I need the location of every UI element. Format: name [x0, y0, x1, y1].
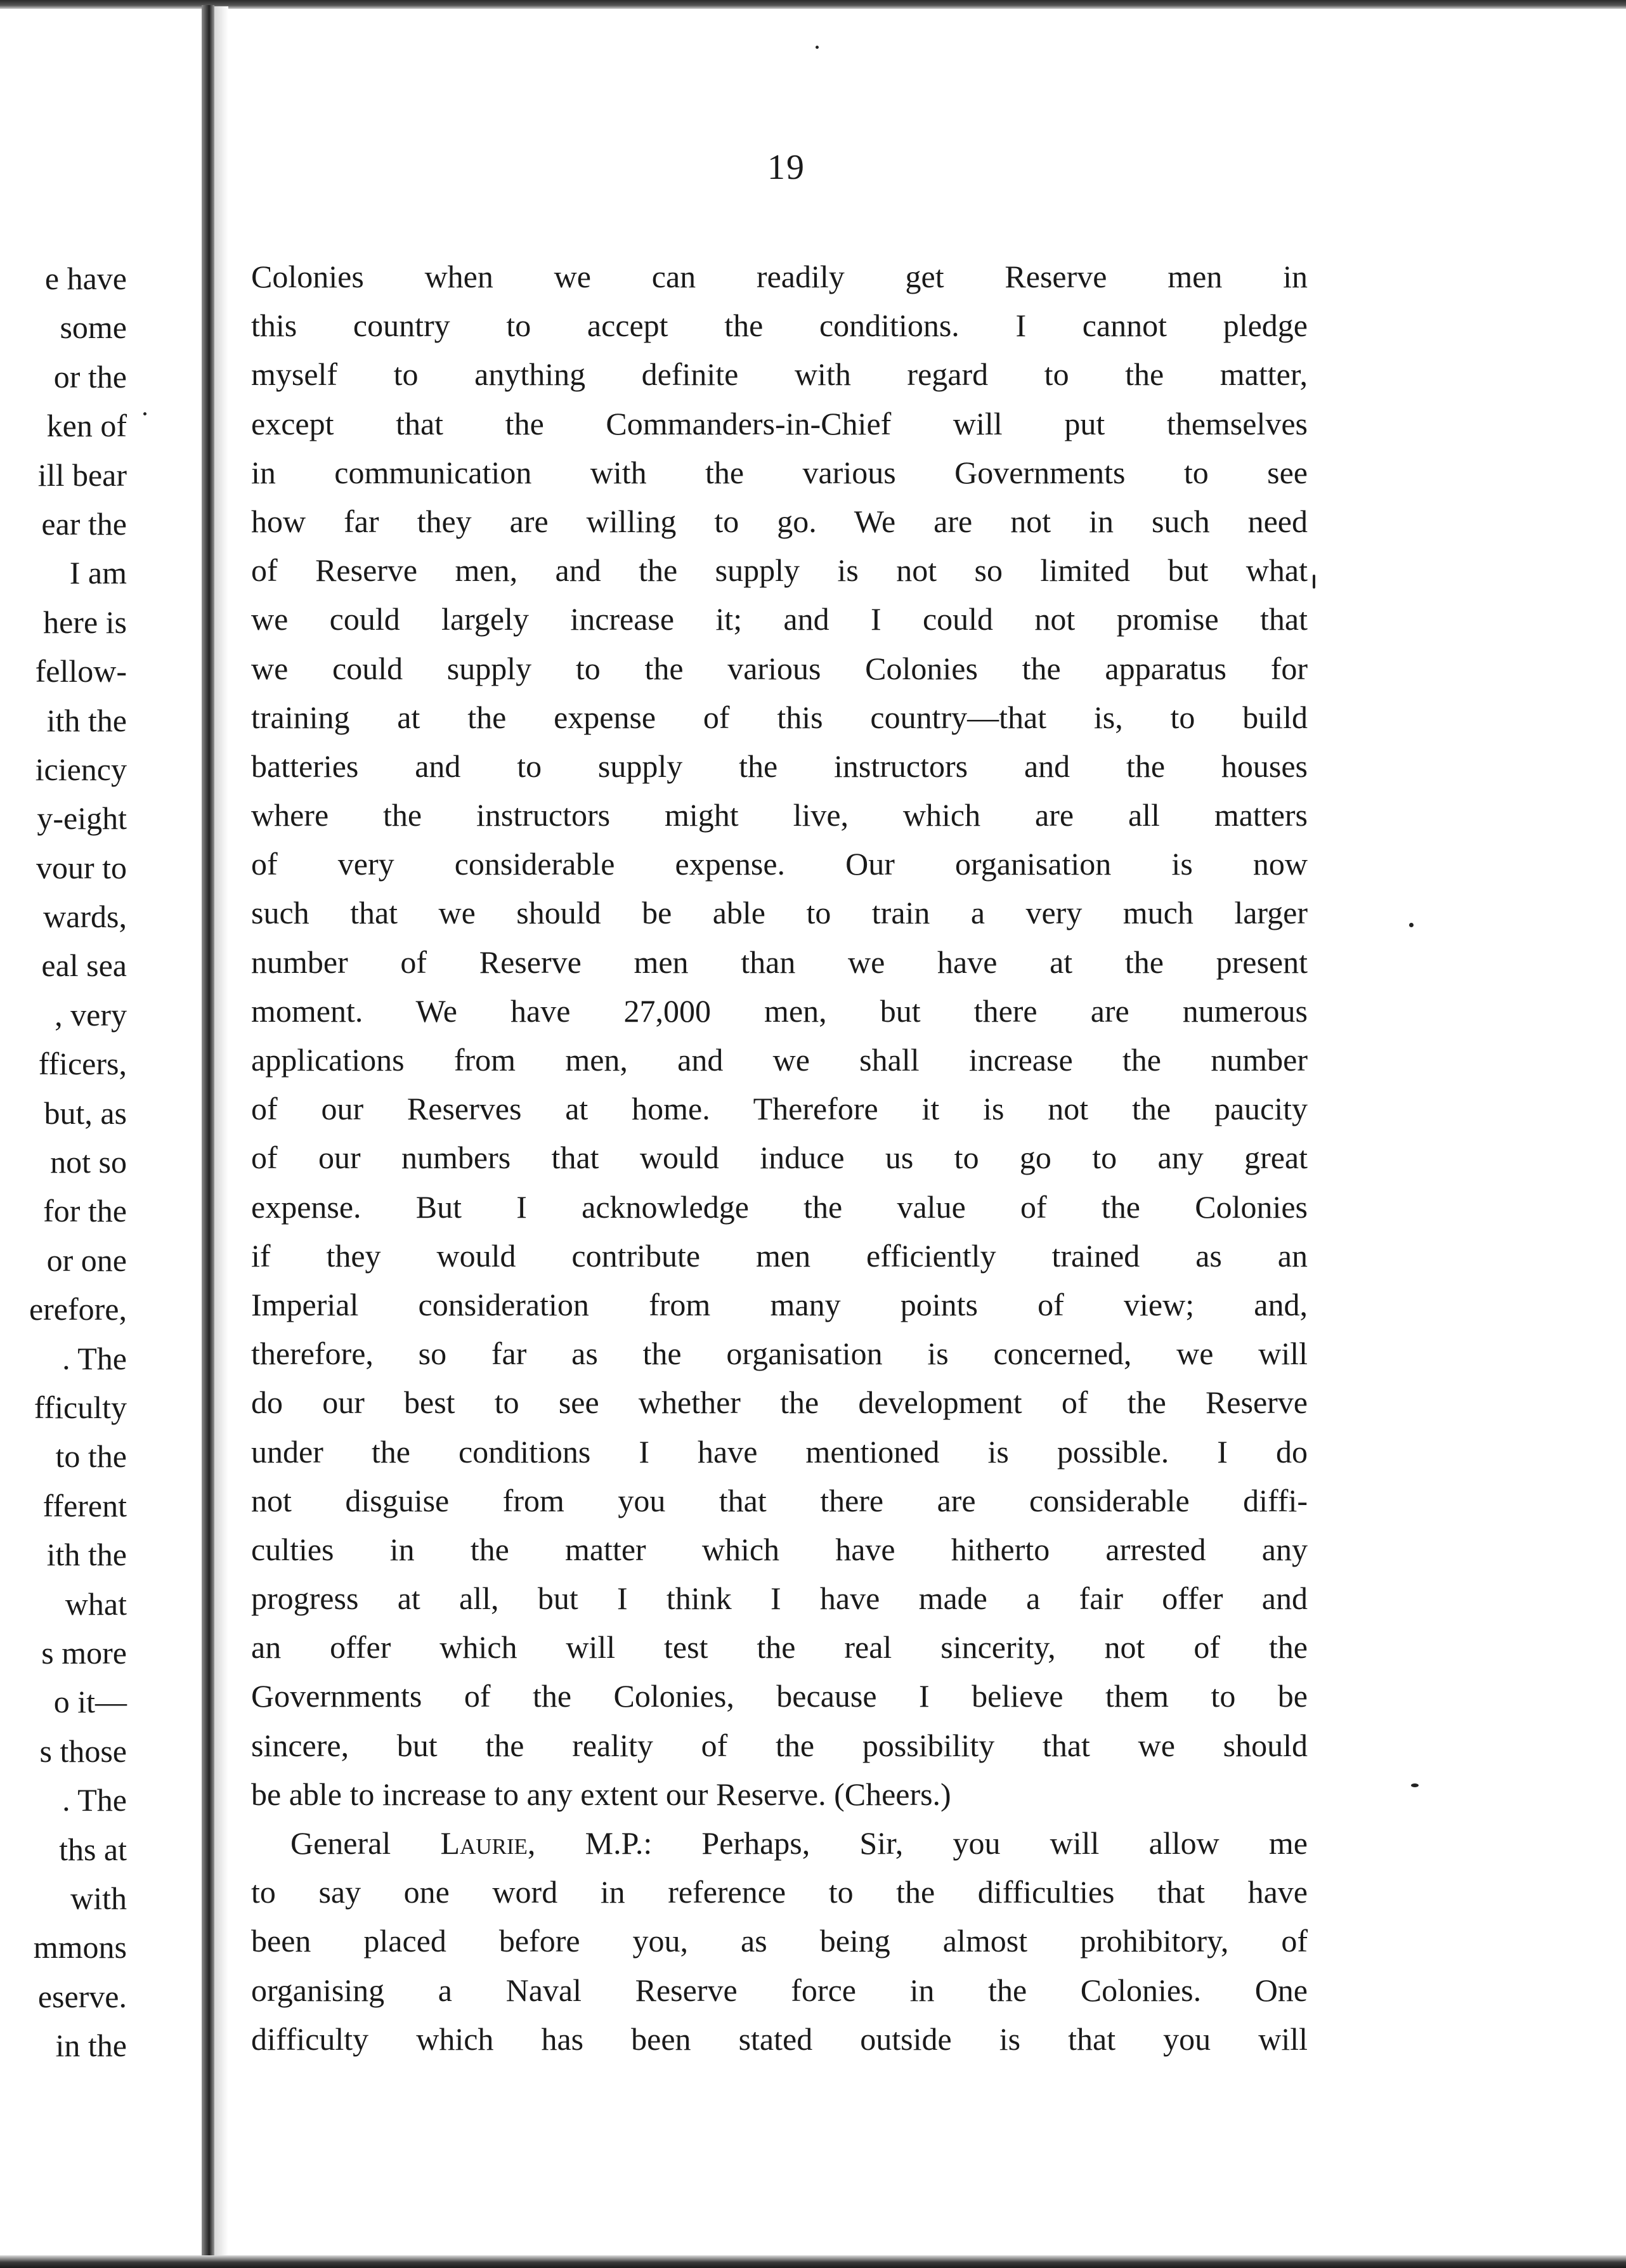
speaker-line	[251, 1819, 1308, 1868]
text-line: we could largely increase it; and I could not promise that	[251, 601, 1308, 637]
facing-page-line: fellow-	[35, 653, 127, 689]
speaker-title: General	[290, 1825, 441, 1861]
text-line: an offer which will test the real sincerity, not of the	[251, 1629, 1308, 1665]
facing-page-line: erefore,	[29, 1291, 127, 1327]
text-line: of our Reserves at home. Therefore it is not the paucity	[251, 1091, 1308, 1127]
speech-paragraph	[251, 1868, 1308, 2064]
facing-page-line: to the	[55, 1438, 127, 1475]
facing-page-line: iciency	[35, 751, 127, 787]
facing-page-line: eserve.	[37, 1978, 127, 2014]
facing-page-line: eal sea	[41, 948, 127, 984]
text-line: in communication with the various Governments to see	[251, 454, 1308, 490]
text-line: number of Reserve men than we have at the present	[251, 944, 1308, 980]
body-paragraph	[251, 252, 1308, 1819]
facing-page-line: or one	[46, 1242, 127, 1278]
text-line: applications from men, and we shall increase the number	[251, 1042, 1308, 1078]
facing-page-line: in the	[55, 2028, 127, 2064]
facing-page-line: but, as	[44, 1095, 127, 1131]
text-line: except that the Commanders-in-Chief will put themselves	[251, 405, 1308, 441]
text-line: if they would contribute men efficiently trained as an	[251, 1237, 1308, 1274]
facing-page-line: fficers,	[38, 1046, 127, 1082]
text-line: of Reserve men, and the supply is not so limited but what	[251, 552, 1308, 589]
facing-page-line: fferent	[42, 1487, 127, 1523]
text-line: be able to increase to any extent our Reserve. (Cheers.)	[251, 1776, 951, 1812]
facing-page-line: wards,	[43, 899, 127, 935]
text-line: this country to accept the conditions. I cannot pledge	[251, 308, 1308, 344]
facing-page-line: o it—	[53, 1684, 127, 1720]
text-line: of our numbers that would induce us to go to any great	[251, 1140, 1308, 1176]
text-line: to say one word in reference to the difficulties that have	[251, 1874, 1308, 1910]
facing-page-line: s more	[41, 1634, 127, 1671]
text-line: not disguise from you that there are considerable diffi-	[251, 1482, 1308, 1518]
facing-page-line: ken of	[46, 408, 127, 444]
facing-page-edge	[0, 9, 202, 2255]
facing-page-line: . The	[62, 1340, 127, 1376]
text-line: culties in the matter which have hitherto arrested any	[251, 1531, 1308, 1567]
scan-speck	[816, 46, 819, 49]
text-line: Imperial consideration from many points of view; and,	[251, 1286, 1308, 1322]
text-line: progress at all, but I think I have made a fair offer and	[251, 1580, 1308, 1617]
facing-page-line: I am	[69, 555, 127, 591]
facing-page-line: s those	[39, 1733, 127, 1769]
facing-page-line: , very	[55, 996, 127, 1033]
scan-speck	[1411, 1783, 1419, 1787]
text-line: sincere, but the reality of the possibility that we should	[251, 1727, 1308, 1763]
facing-page-line: vour to	[36, 849, 127, 885]
text-line: myself to anything definite with regard to the matter,	[251, 356, 1308, 393]
text-line: training at the expense of this country—that is, to build	[251, 699, 1308, 735]
text-line: such that we should be able to train a very much larger	[251, 895, 1308, 931]
text-line: we could supply to the various Colonies the apparatus for	[251, 650, 1308, 686]
facing-page-text	[29, 254, 127, 2070]
scan-speck	[1313, 575, 1315, 589]
text-line: expense. But I acknowledge the value of the Colonies	[251, 1189, 1308, 1225]
facing-page-line: or the	[53, 358, 127, 394]
page-number: 19	[767, 148, 805, 187]
text-line: where the instructors might live, which are all matters	[251, 797, 1308, 833]
text-line: of very considerable expense. Our organisation is now	[251, 846, 1308, 882]
facing-page-line: not so	[50, 1144, 127, 1180]
facing-page-line: . The	[62, 1782, 127, 1818]
facing-page-line: some	[60, 310, 127, 346]
facing-page-line: fficulty	[34, 1389, 127, 1425]
text-line: therefore, so far as the organisation is concerned, we will	[251, 1336, 1308, 1372]
text-line: Colonies when we can readily get Reserve men in	[251, 259, 1308, 294]
gutter-shadow	[214, 6, 228, 2261]
facing-page-line: what	[65, 1586, 127, 1622]
text-line: under the conditions I have mentioned is possible. I do	[251, 1433, 1308, 1470]
facing-page-line: ith the	[46, 702, 127, 738]
facing-page-line: ith the	[46, 1537, 127, 1573]
scan-speck	[143, 412, 146, 415]
text-line: Governments of the Colonies, because I believe them to be	[251, 1678, 1308, 1714]
facing-page-line: for the	[43, 1193, 127, 1229]
facing-page-line: e have	[44, 261, 127, 296]
facing-page-line: mmons	[33, 1929, 127, 1965]
text-line: difficulty which has been stated outside is that you will	[251, 2021, 1308, 2057]
book-gutter	[202, 5, 214, 2263]
scan-top-border	[0, 0, 1626, 9]
text-line: been placed before you, as being almost prohibitory, of	[251, 1923, 1308, 1959]
facing-page-line: here is	[43, 604, 127, 640]
facing-page-line: ill bear	[37, 457, 127, 493]
text-line: batteries and to supply the instructors and the houses	[251, 748, 1308, 784]
scan-bottom-border	[0, 2255, 1626, 2268]
text-line: organising a Naval Reserve force in the Colonies. One	[251, 1972, 1308, 2008]
text-line: how far they are willing to go. We are not in such need	[251, 503, 1308, 539]
facing-page-line: with	[70, 1880, 127, 1916]
facing-page-line: ear the	[41, 505, 127, 542]
speaker-text: , M.P.: Perhaps, Sir, you will allow me	[527, 1825, 1308, 1861]
scan-speck	[1409, 923, 1414, 927]
speaker-name: Laurie	[440, 1825, 528, 1861]
text-line: do our best to see whether the development of the Reserve	[251, 1385, 1308, 1421]
text-line: moment. We have 27,000 men, but there are numerous	[251, 993, 1308, 1029]
page-body-text	[251, 252, 1308, 2064]
facing-page-line: ths at	[59, 1831, 127, 1867]
facing-page-line: y-eight	[37, 800, 127, 837]
